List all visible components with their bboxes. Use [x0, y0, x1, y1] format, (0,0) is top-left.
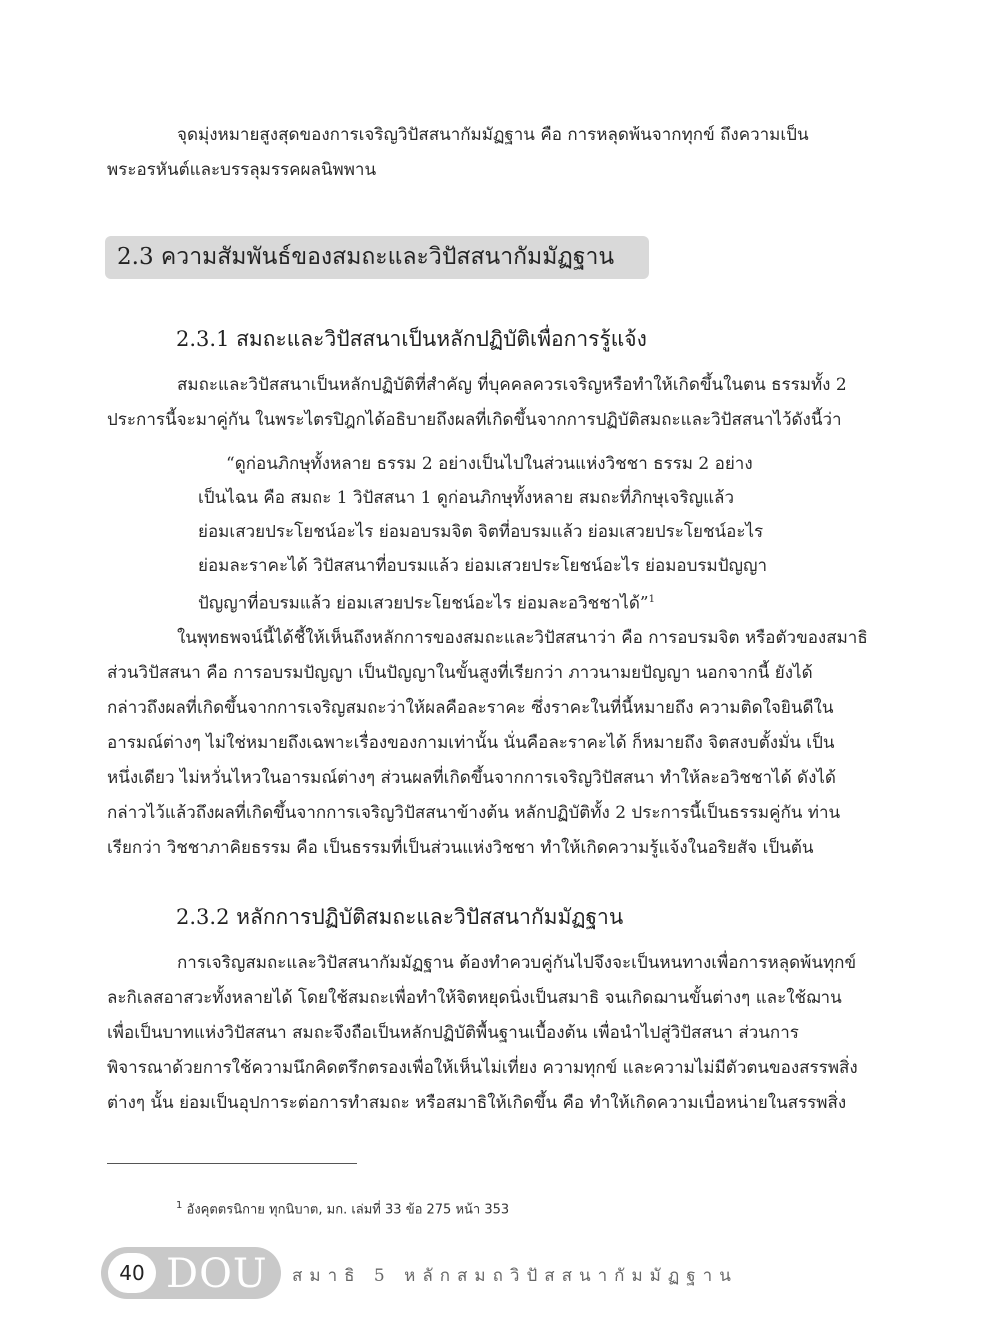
quote-line: เป็นไฉน คือ สมถะ 1 วิปัสสนา 1 ดูก่อนภิกษุทั้งหลาย สมถะที่ภิกษุเจริญแล้ว	[198, 488, 735, 508]
paragraph-line: หนึ่งเดียว ไม่หวั่นไหวในอารมณ์ต่างๆ ส่วนผลที่เกิดขึ้นจากการเจริญวิปัสสนา ทำให้ละอวิชชาได้ ดังได้	[107, 768, 836, 788]
paragraph-line: สมถะและวิปัสสนาเป็นหลักปฏิบัติที่สำคัญ ที่บุคคลควรเจริญหรือทำให้เกิดขึ้นในตน ธรรมทั้ง 2	[177, 375, 847, 395]
page-number: 40	[108, 1253, 156, 1293]
paragraph-line: เรียกว่า วิชชาภาคิยธรรม คือ เป็นธรรมที่เป็นส่วนแห่งวิชชา ทำให้เกิดความรู้แจ้งในอริยสัจ เป็นต้น	[107, 838, 814, 858]
paragraph-line: พิจารณาด้วยการใช้ความนึกคิดตรึกตรองเพื่อให้เห็นไม่เที่ยง ความทุกข์ และความไม่มีตัวตนของสรรพสิ่ง	[107, 1058, 858, 1078]
paragraph-line: ต่างๆ นั้น ย่อมเป็นอุปการะต่อการทำสมถะ หรือสมาธิให้เกิดขึ้น คือ ทำให้เกิดความเบื่อหน่ายในสรรพสิ่ง	[107, 1093, 847, 1113]
subsection-heading-2-3-1: 2.3.1 สมถะและวิปัสสนาเป็นหลักปฏิบัติเพื่อการรู้แจ้ง	[176, 327, 647, 351]
scripture-quote	[198, 447, 780, 621]
footnote-mark: 1	[176, 1200, 183, 1211]
paragraph-line: เพื่อเป็นบาทแห่งวิปัสสนา สมถะจึงถือเป็นหลักปฏิบัติพื้นฐานเบื้องต้น เพื่อนำไปสู่วิปัสสนา ส่วนการ	[107, 1023, 799, 1043]
footnote-text: อังคุตตรนิกาย ทุกนิบาต, มก. เล่มที่ 33 ข้อ 275 หน้า 353	[186, 1202, 510, 1218]
paragraph-line: ละกิเลสอาสวะทั้งหลายได้ โดยใช้สมถะเพื่อทำให้จิตหยุดนิ่งเป็นสมาธิ จนเกิดฌานขั้นต่างๆ และใช้ฌาน	[107, 988, 842, 1008]
quote-line: “ดูก่อนภิกษุทั้งหลาย ธรรม 2 อย่างเป็นไปในส่วนแห่งวิชชา ธรรม 2 อย่าง	[226, 454, 753, 474]
sub1-paragraph	[107, 368, 883, 438]
footnote	[176, 1196, 509, 1220]
quote-line: ย่อมละราคะได้ วิปัสสนาที่อบรมแล้ว ย่อมเสวยประโยชน์อะไร ย่อมอบรมปัญญา	[198, 556, 768, 576]
sub1-paragraph-2	[107, 621, 883, 866]
running-footer-title: สมาธิ 5 หลักสมถวิปัสสนากัมมัฏฐาน	[292, 1266, 738, 1286]
paragraph-line: การเจริญสมถะและวิปัสสนากัมมัฏฐาน ต้องทำควบคู่กันไปจึงจะเป็นหนทางเพื่อการหลุดพ้นทุกข์	[177, 953, 857, 973]
subsection-heading-2-3-2: 2.3.2 หลักการปฏิบัติสมถะและวิปัสสนากัมมัฏฐาน	[176, 905, 624, 929]
dou-logo: DOU	[166, 1251, 268, 1297]
intro-line: พระอรหันต์และบรรลุมรรคผลนิพพาน	[107, 160, 377, 180]
quote-line-last	[198, 583, 780, 621]
quote-text: ปัญญาที่อบรมแล้ว ย่อมเสวยประโยชน์อะไร ย่อมละอวิชชาได้”	[198, 593, 649, 614]
intro-paragraph	[107, 118, 883, 188]
section-heading: 2.3 ความสัมพันธ์ของสมถะและวิปัสสนากัมมัฏฐาน	[105, 236, 649, 279]
paragraph-line: ในพุทธพจน์นี้ได้ชี้ให้เห็นถึงหลักการของสมถะและวิปัสสนาว่า คือ การอบรมจิต หรือตัวของสมาธิ	[177, 628, 868, 648]
quote-line: ย่อมเสวยประโยชน์อะไร ย่อมอบรมจิต จิตที่อบรมแล้ว ย่อมเสวยประโยชน์อะไร	[198, 522, 764, 542]
sub2-paragraph	[107, 946, 883, 1121]
paragraph-line: กล่าวถึงผลที่เกิดขึ้นจากการเจริญสมถะว่าให้ผลคือละราคะ ซึ่งราคะในที่นี้หมายถึง ความติดใจยินดีใน	[107, 698, 834, 718]
paragraph-line: ประการนี้จะมาคู่กัน ในพระไตรปิฎกได้อธิบายถึงผลที่เกิดขึ้นจากการปฏิบัติสมถะและวิปัสสนาไว้ดังนี้ว่า	[107, 410, 842, 430]
footnote-divider	[107, 1163, 357, 1164]
paragraph-line: อารมณ์ต่างๆ ไม่ใช่หมายถึงเฉพาะเรื่องของกามเท่านั้น นั่นคือละราคะได้ ก็หมายถึง จิตสงบตั้งมั่น เป็น	[107, 733, 835, 753]
intro-line: จุดมุ่งหมายสูงสุดของการเจริญวิปัสสนากัมมัฏฐาน คือ การหลุดพ้นจากทุกข์ ถึงความเป็น	[177, 125, 809, 145]
footnote-reference: 1	[648, 594, 655, 605]
paragraph-line: ส่วนวิปัสสนา คือ การอบรมปัญญา เป็นปัญญาในขั้นสูงที่เรียกว่า ภาวนามยปัญญา นอกจากนี้ ยังได้	[107, 663, 813, 683]
paragraph-line: กล่าวไว้แล้วถึงผลที่เกิดขึ้นจากการเจริญวิปัสสนาข้างต้น หลักปฏิบัติทั้ง 2 ประการนี้เป็นธรรมคู่กัน ท่าน	[107, 803, 841, 823]
